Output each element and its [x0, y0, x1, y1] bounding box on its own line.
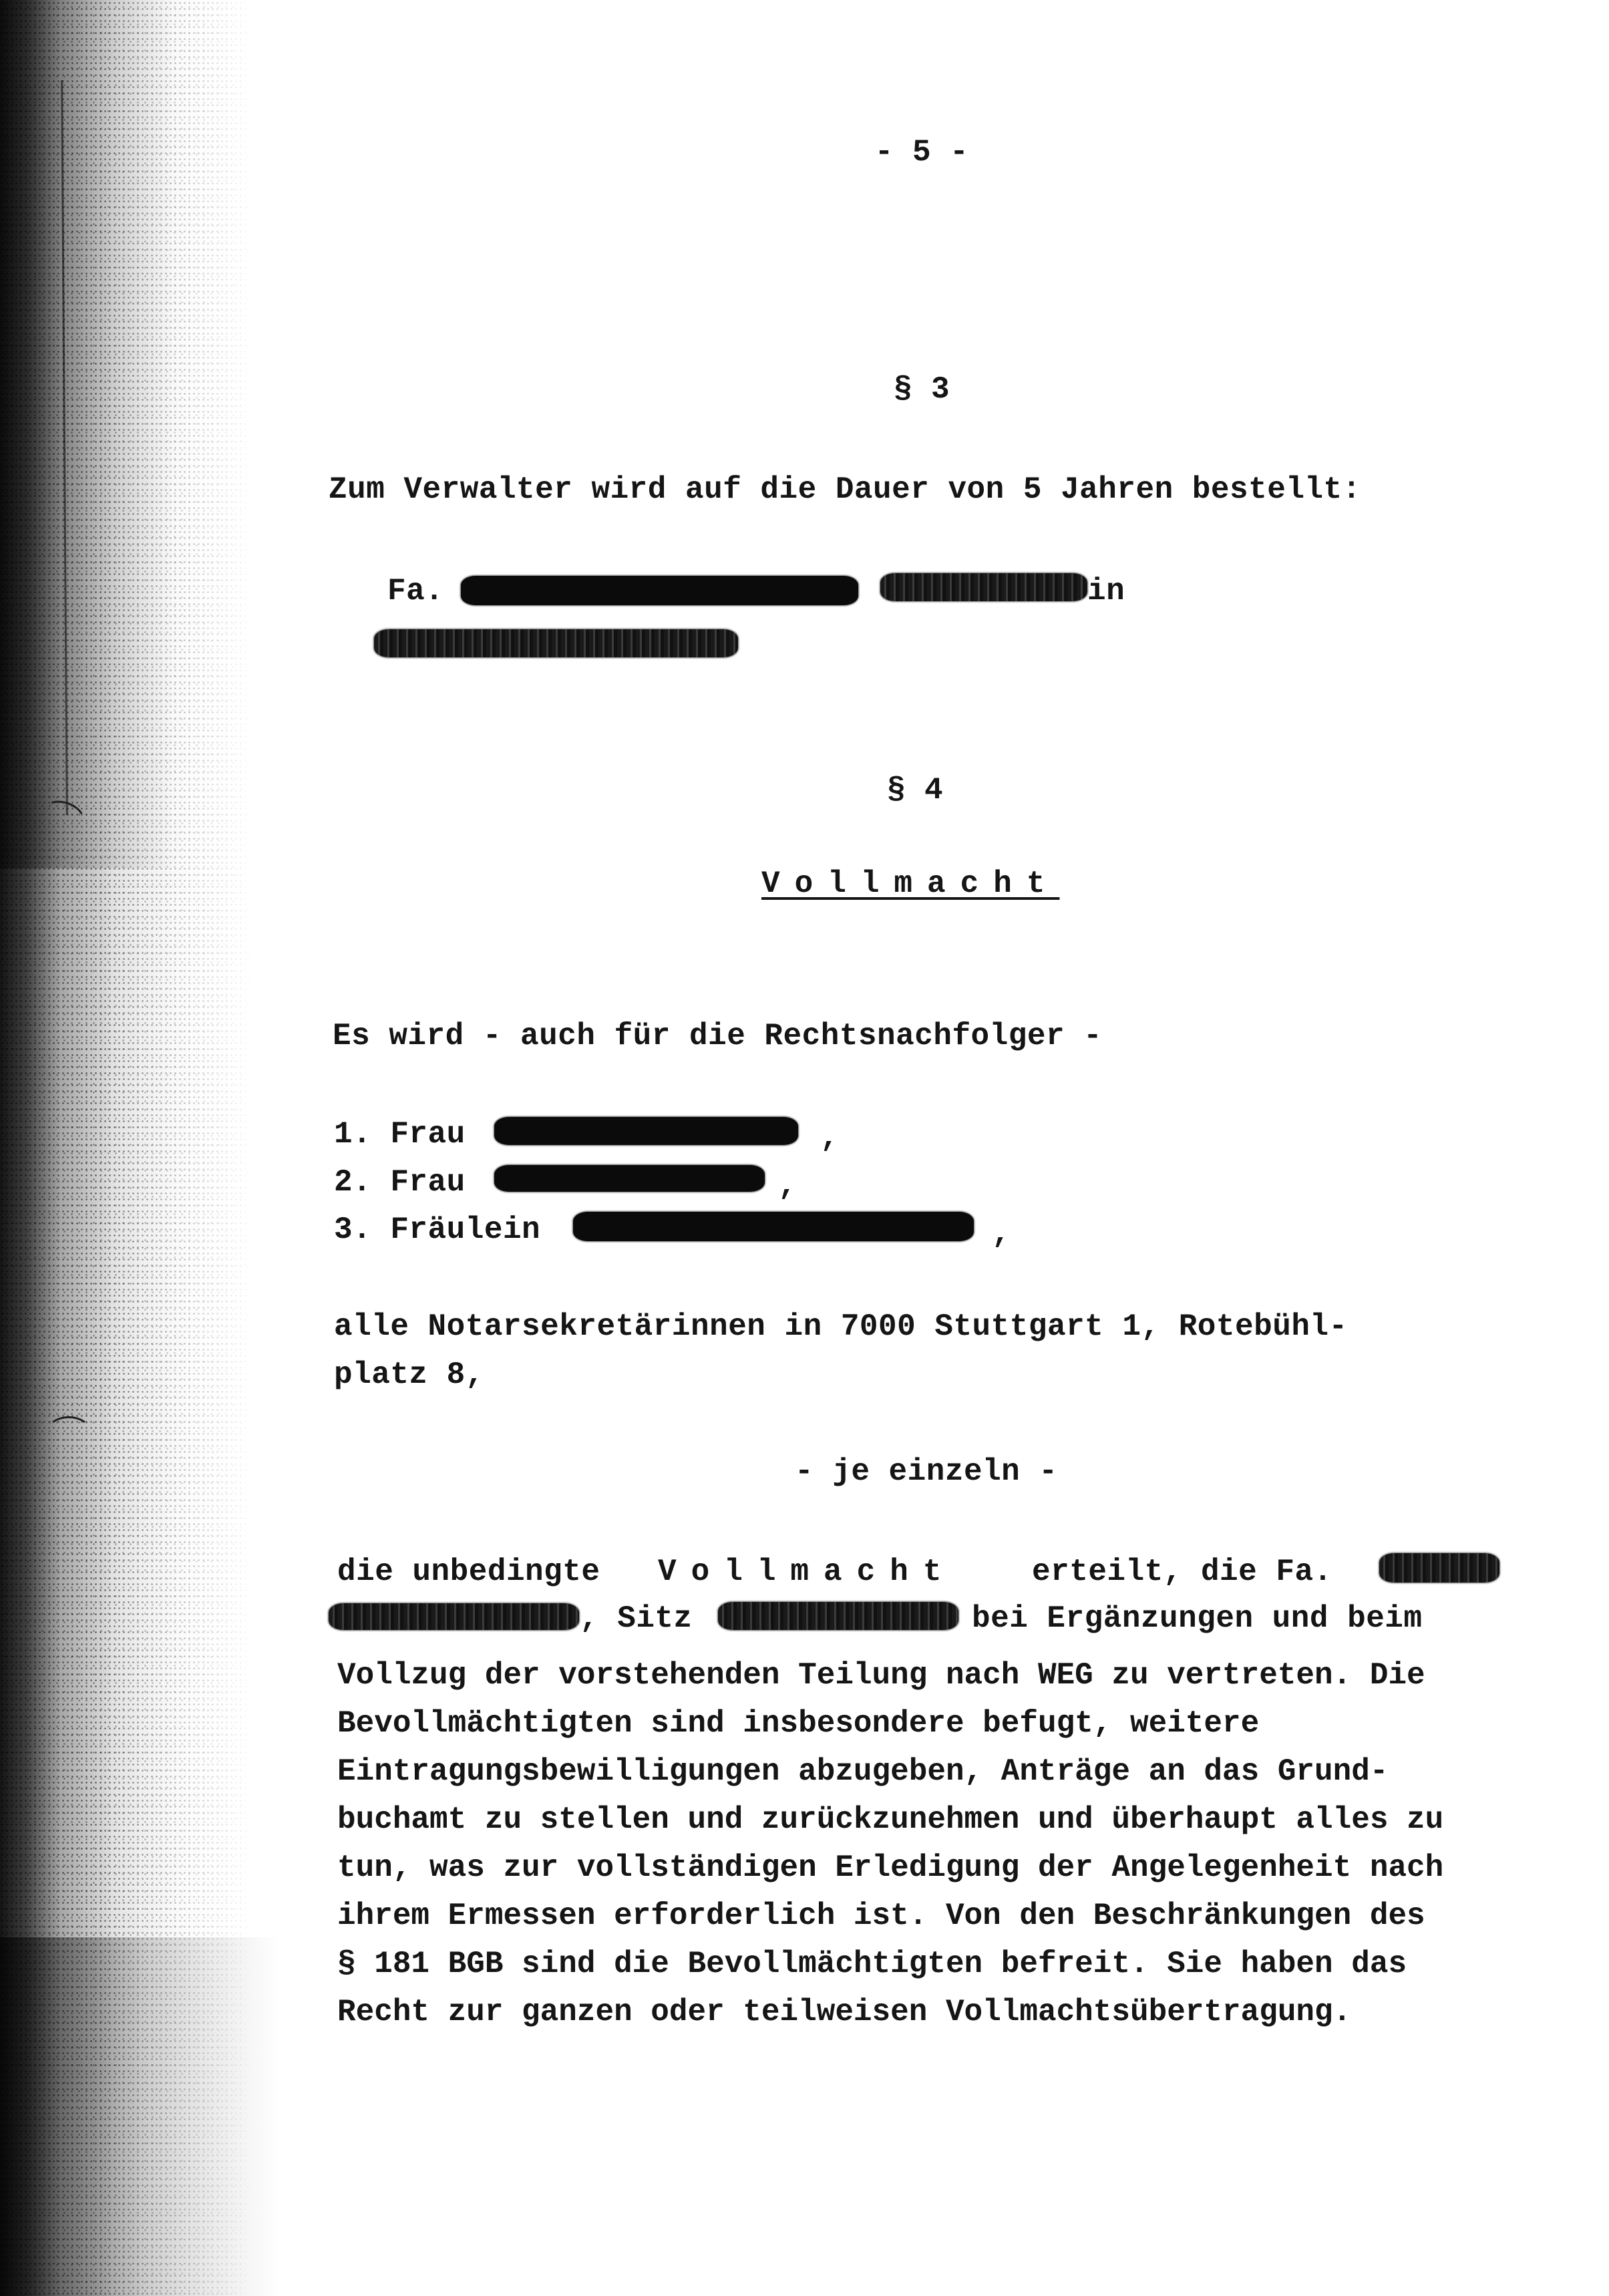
- section-4-title: Vollmacht: [761, 866, 1060, 901]
- je-einzeln: - je einzeln -: [795, 1454, 1058, 1489]
- body-line-9: § 181 BGB sind die Bevollmächtigten befreit. Sie haben das: [337, 1947, 1407, 1981]
- section-4-intro: Es wird - auch für die Rechtsnachfolger -: [333, 1019, 1103, 1053]
- body-line-2-mid: , Sitz: [580, 1601, 693, 1636]
- person-1-label: 1. Frau: [334, 1117, 466, 1152]
- redacted-firm-address: [374, 629, 738, 657]
- body-line-2-post: bei Ergänzungen und beim: [972, 1601, 1423, 1636]
- redacted-person-1: [494, 1117, 798, 1145]
- body-line-3: Vollzug der vorstehenden Teilung nach WEG zu vertreten. Die: [337, 1658, 1425, 1693]
- body-paragraph: [337, 1651, 1560, 2036]
- redacted-person-2: [494, 1165, 765, 1192]
- section-3-intro: Zum Verwalter wird auf die Dauer von 5 Jahren bestellt:: [329, 472, 1361, 507]
- body-line-4: Bevollmächtigten sind insbesondere befugt, weitere: [337, 1706, 1260, 1741]
- body-line-1-post: erteilt, die Fa.: [1032, 1554, 1332, 1589]
- body-line-7: tun, was zur vollständigen Erledigung der Angelegenheit nach: [337, 1850, 1444, 1885]
- body-line-1-word: Vollmacht: [658, 1554, 956, 1589]
- firm-prefix: Fa.: [387, 574, 444, 609]
- redacted-seat: [718, 1602, 958, 1630]
- body-line-5: Eintragungsbewilligungen abzugeben, Anträge an das Grund-: [337, 1754, 1389, 1789]
- address-line-1: alle Notarsekretärinnen in 7000 Stuttgart 1, Rotebühl-: [334, 1309, 1348, 1344]
- person-3-trail: ,: [992, 1216, 1011, 1251]
- scan-shadow-bottom: [0, 1937, 281, 2296]
- body-line-1-pre: die unbedingte: [337, 1554, 600, 1589]
- redacted-firm-name: [461, 576, 858, 605]
- redacted-person-3: [573, 1212, 974, 1241]
- section-3-heading: § 3: [893, 372, 950, 407]
- firm-suffix: in: [1087, 574, 1125, 609]
- redacted-firm-location: [880, 573, 1087, 601]
- person-2-trail: ,: [778, 1168, 797, 1203]
- page-number: - 5 -: [874, 135, 969, 170]
- body-line-6: buchamt zu stellen und zurückzunehmen und überhaupt alles zu: [337, 1802, 1444, 1837]
- redacted-company-1: [1379, 1553, 1499, 1583]
- body-line-10: Recht zur ganzen oder teilweisen Vollmachtsübertragung.: [337, 1995, 1352, 2029]
- punch-mark-icon: [47, 1416, 91, 1447]
- person-2-label: 2. Frau: [334, 1165, 466, 1200]
- body-line-8: ihrem Ermessen erforderlich ist. Von den Beschränkungen des: [337, 1899, 1425, 1933]
- address-line-2: platz 8,: [334, 1357, 484, 1392]
- redacted-company-2: [329, 1603, 579, 1630]
- person-1-trail: ,: [820, 1120, 840, 1155]
- section-4-heading: § 4: [886, 773, 944, 808]
- person-3-label: 3. Fräulein: [334, 1212, 541, 1247]
